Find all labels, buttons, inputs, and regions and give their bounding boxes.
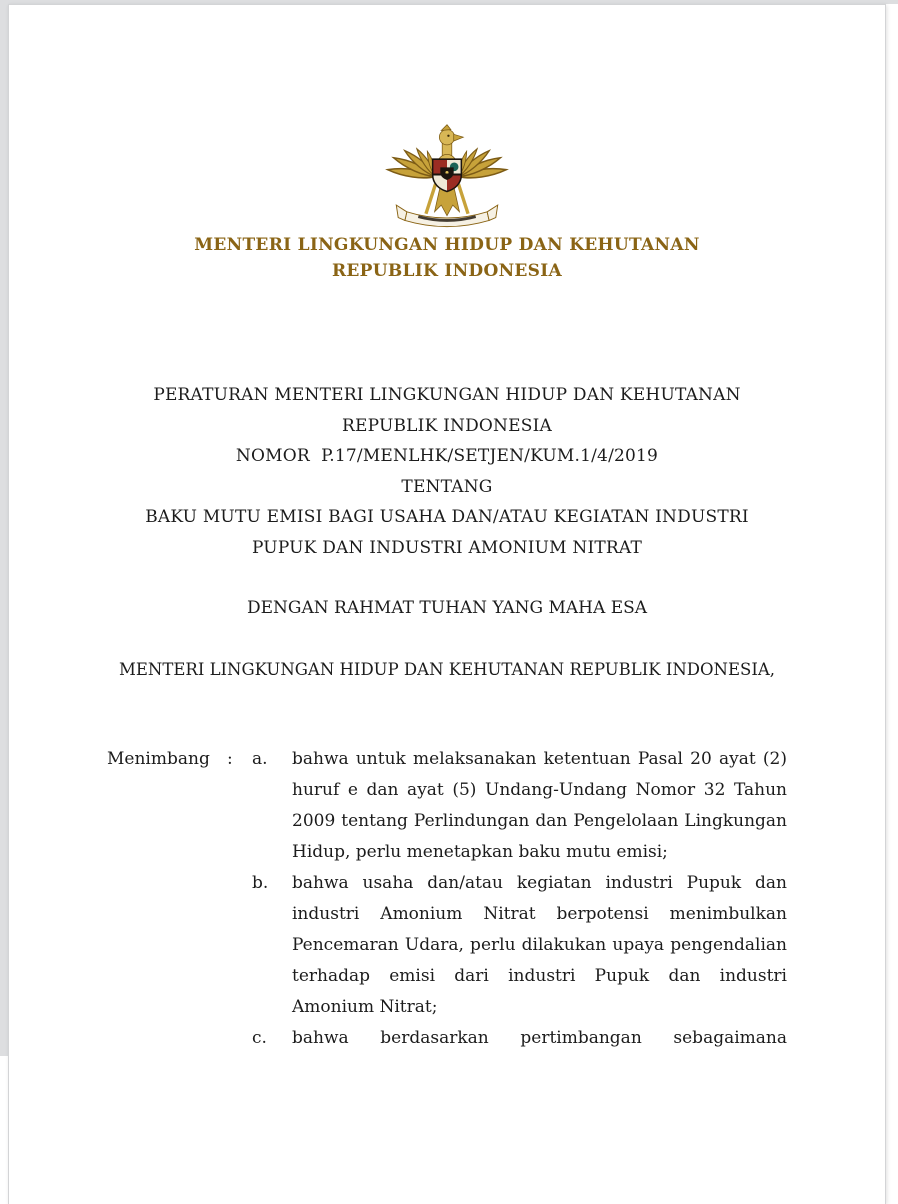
garuda-pancasila-emblem-icon (380, 119, 514, 230)
title-line-republic: REPUBLIK INDONESIA (342, 415, 552, 436)
considerations-label: Menimbang (107, 748, 210, 769)
consideration-item-c-text: bahwa berdasarkan pertimbangan sebagaimana (292, 1027, 787, 1048)
right-wing (456, 147, 506, 180)
consideration-item-b-letter: b. (252, 872, 269, 893)
spacer (227, 868, 252, 1023)
title-line-regulation: PERATURAN MENTERI LINGKUNGAN HIDUP DAN KEHUTANAN (153, 385, 741, 405)
spacer (227, 1023, 252, 1054)
title-line-subject-2: PUPUK DAN INDUSTRI AMONIUM NITRAT (251, 537, 643, 558)
letterhead (9, 5, 885, 282)
consideration-item-c-letter: c. (252, 1027, 267, 1048)
consideration-item-a-letter: a. (252, 748, 268, 769)
title-line-tentang: TENTANG (401, 476, 493, 497)
pancasila-shield (433, 159, 462, 191)
consideration-item-b-text: bahwa usaha dan/atau kegiatan industri Pupuk dan industri Amonium Nitrat berpotensi menimbulkan Pencemaran Udara, perlu dilakukan upaya pengendalian terhadap emisi dari industri Pupuk dan industri Amonium Nitrat; (292, 872, 787, 1017)
page-content (107, 380, 787, 1054)
title-line-number: NOMOR P.17/MENLHK/SETJEN/KUM.1/4/2019 (235, 446, 659, 467)
left-wing (387, 147, 437, 180)
considerations-colon: : (227, 748, 233, 769)
letterhead-ministry-line-1: MENTERI LINGKUNGAN HIDUP DAN KEHUTANAN (194, 235, 700, 255)
viewer-backdrop-left (0, 0, 8, 1056)
authority-line: MENTERI LINGKUNGAN HIDUP DAN KEHUTANAN REPUBLIK INDONESIA, (118, 659, 776, 679)
regulation-title-block (107, 380, 787, 564)
consideration-item-a-text: bahwa untuk melaksanakan ketentuan Pasal 20 ayat (2) huruf e dan ayat (5) Undang-Undang Nomor 32 Tahun 2009 tentang Perlindungan dan Pengelolaan Lingkungan Hidup, perlu menetapkan baku mutu emisi; (292, 748, 787, 862)
invocation-line: DENGAN RAHMAT TUHAN YANG MAHA ESA (246, 597, 648, 618)
letterhead-ministry-line-2: REPUBLIK INDONESIA (331, 261, 563, 281)
title-line-subject-1: BAKU MUTU EMISI BAGI USAHA DAN/ATAU KEGIATAN INDUSTRI (145, 507, 749, 528)
considerations-section (107, 744, 787, 1054)
document-page (8, 4, 886, 1204)
spacer (107, 1023, 227, 1054)
spacer (107, 868, 227, 1023)
